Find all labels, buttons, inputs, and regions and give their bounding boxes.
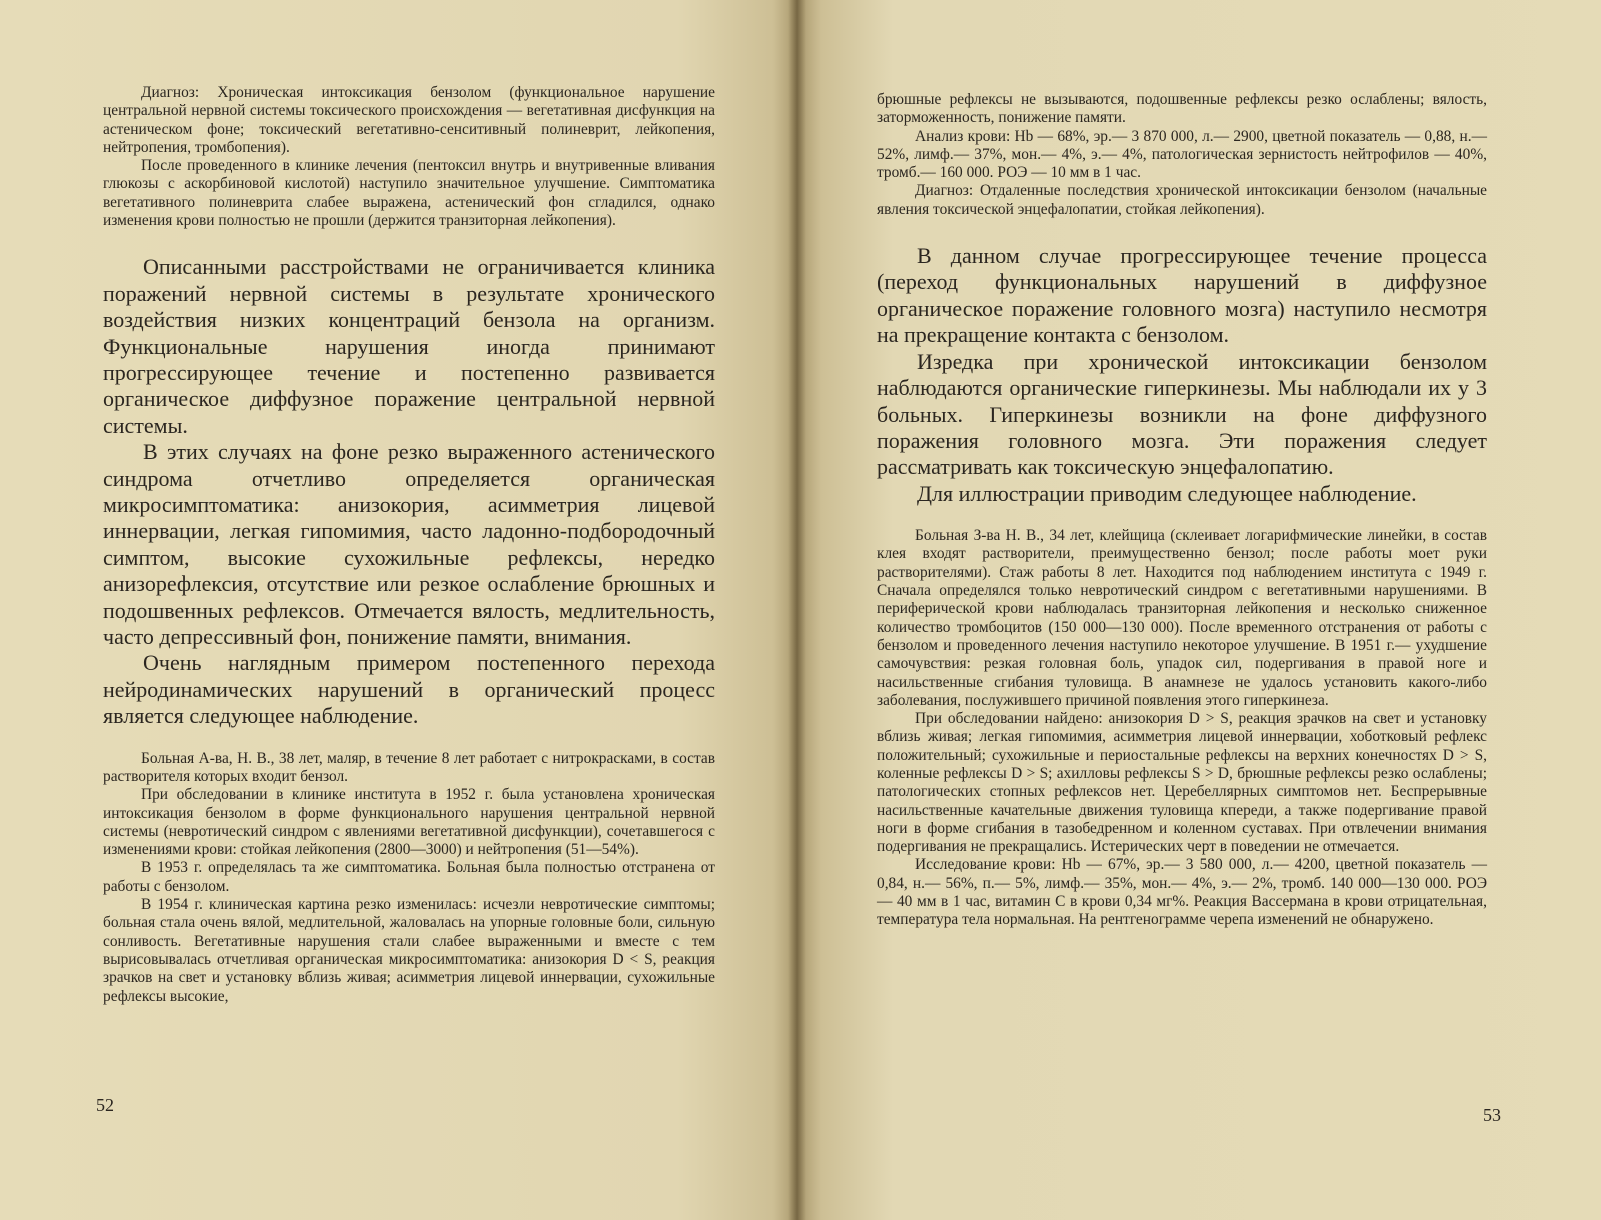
continued-paragraph: брюшные рефлексы не вызываются, подошвенные рефлексы резко ослаблены; вялость, заторможенность, понижение памяти. [877,91,1487,127]
body-paragraph: Изредка при хронической интоксикации бензолом наблюдаются органические гиперкинезы. Мы наблюдали их у 3 больных. Гиперкинезы возникли на фоне диффузного поражения головного мозга. Эти поражения следует рассматривать как токсическую энцефалопатию. [877,348,1487,480]
page-number: 52 [96,1095,114,1115]
case-paragraph: В 1953 г. определялась та же симптоматика. Больная была полностью отстранена от работы с бензолом. [103,859,715,895]
blood-analysis-paragraph: Анализ крови: Hb — 68%, эр.— 3 870 000, л.— 2900, цветной показатель — 0,88, н.— 52%, лимф.— 37%, мон.— 4%, э.— 4%, патологическая зернистость нейтрофилов — 40%, тромб.— 160 000. РОЭ — 10 мм в 1 час. [877,127,1487,182]
book-gutter [788,0,806,1220]
right-page [797,0,1601,1220]
left-page [0,0,797,1220]
body-paragraph: Для иллюстрации приводим следующее наблюдение. [917,480,1417,506]
case-paragraph: В 1954 г. клиническая картина резко изменилась: исчезли невротические симптомы; больная стала очень вялой, медлительной, жаловалась на упорные головные боли, сильную сонливость. Вегетативные нарушения стали слабее выраженными и вместе с тем вырисовывалась отчетливая органическая микросимптоматика: анизокория D < S, реакция зрачков на свет и установку вблизь живая; асимметрия лицевой иннервации, сухожильные рефлексы высокие, [103,896,715,1005]
treatment-paragraph: После проведенного в клинике лечения (пентоксил внутрь и внутривенные вливания глюкозы с аскорбиновой кислотой) наступило значительное улучшение. Симптоматика вегетативного полиневрита слабее выражена, астенический фон сгладился, однако изменения крови полностью не прошли (держится транзиторная лейкопения). [103,157,715,230]
case-paragraph: При обследовании в клинике института в 1952 г. была установлена хроническая интоксикация бензолом в форме функционального нарушения центральной нервной системы (невротический синдром с явлениями вегетативной дисфункции), сочетавшегося с изменениями крови: стойкая лейкопения (2800—3000) и нейтропения (51—54%). [103,786,715,859]
diagnosis-paragraph: Диагноз: Отдаленные последствия хронической интоксикации бензолом (начальные явления токсической энцефалопатии, стойкая лейкопения). [877,182,1487,218]
body-paragraph: Очень наглядным примером постепенного перехода нейродинамических нарушений в органический процесс является следующее наблюдение. [103,650,715,729]
case-paragraph: Исследование крови: Hb — 67%, эр.— 3 580 000, л.— 4200, цветной показатель — 0,84, н.— 56%, п.— 5%, лимф.— 35%, мон.— 4%, э.— 2%, тромб. 140 000—130 000. РОЭ — 40 мм в 1 час, витамин С в крови 0,34 мг%. Реакция Вассермана в крови отрицательная, температура тела нормальная. На рентгенограмме черепа изменений не обнаружено. [877,856,1487,929]
case-paragraph: Больная А-ва, Н. В., 38 лет, маляр, в течение 8 лет работает с нитрокрасками, в состав растворителя которых входит бензол. [103,749,715,785]
body-paragraph: В этих случаях на фоне резко выраженного астенического синдрома отчетливо определяется органическая микросимптоматика: анизокория, асимметрия лицевой иннервации, легкая гипомимия, часто ладонно-подбородочный симптом, высокие сухожильные рефлексы, нередко анизорефлексия, отсутствие или резкое ослабление брюшных и подошвенных рефлексов. Отмечается вялость, медлительность, часто депрессивный фон, понижение памяти, внимания. [103,439,715,650]
right-page-text [877,91,1487,930]
left-page-text [103,84,715,1006]
diagnosis-paragraph: Диагноз: Хроническая интоксикация бензолом (функциональное нарушение центральной нервной системы токсического происхождения — вегетативная дисфункция на астеническом фоне; токсический вегетативно-сенситивный полиневрит, лейкопения, нейтропения, тромбопения). [103,84,715,156]
body-paragraph: В данном случае прогрессирующее течение процесса (переход функциональных нарушений в диффузное органическое поражение головного мозга) наступило несмотря на прекращение контакта с бензолом. [877,243,1487,348]
page-number: 53 [1483,1105,1501,1125]
body-paragraph: Описанными расстройствами не ограничивается клиника поражений нервной системы в результате хронического воздействия низких концентраций бензола на организм. Функциональные нарушения иногда принимают прогрессирующее течение и постепенно развивается органическое диффузное поражение центральной нервной системы. [103,254,715,438]
case-paragraph: Больная З-ва Н. В., 34 лет, клейщица (склеивает логарифмические линейки, в состав клея входят растворители, преимущественно бензол; после работы моет руки растворителями). Стаж работы 8 лет. Находится под наблюдением института с 1949 г. Сначала определялся только невротический синдром с вегетативными нарушениями. В периферической крови наблюдалась транзиторная лейкопения и несколько сниженное количество тромбоцитов (150 000—130 000). После временного отстранения от работы с бензолом и проведенного лечения наступило некоторое улучшение. В 1951 г.— ухудшение самочувствия: резкая головная боль, упадок сил, подергивания в правой ноге и насильственные сгибания туловища. В анамнезе не удалось установить какого-либо заболевания, послужившего причиной появления этого гиперкинеза. [877,527,1487,709]
case-paragraph: При обследовании найдено: анизокория D > S, реакция зрачков на свет и установку вблизь живая; легкая гипомимия, асимметрия лицевой иннервации, хоботковый рефлекс положительный; сухожильные и периостальные рефлексы на верхних конечностях D > S, коленные рефлексы D > S; ахилловы рефлексы S > D, брюшные рефлексы резко ослаблены; патологических стопных рефлексов нет. Церебеллярных симптомов нет. Беспрерывные насильственные качательные движения туловища кпереди, а также подергивание правой ноги в форме сгибания в тазобедренном и коленном суставах. При отвлечении внимания подергивания не прекращались. Истерических черт в поведении не отмечается. [877,710,1487,856]
